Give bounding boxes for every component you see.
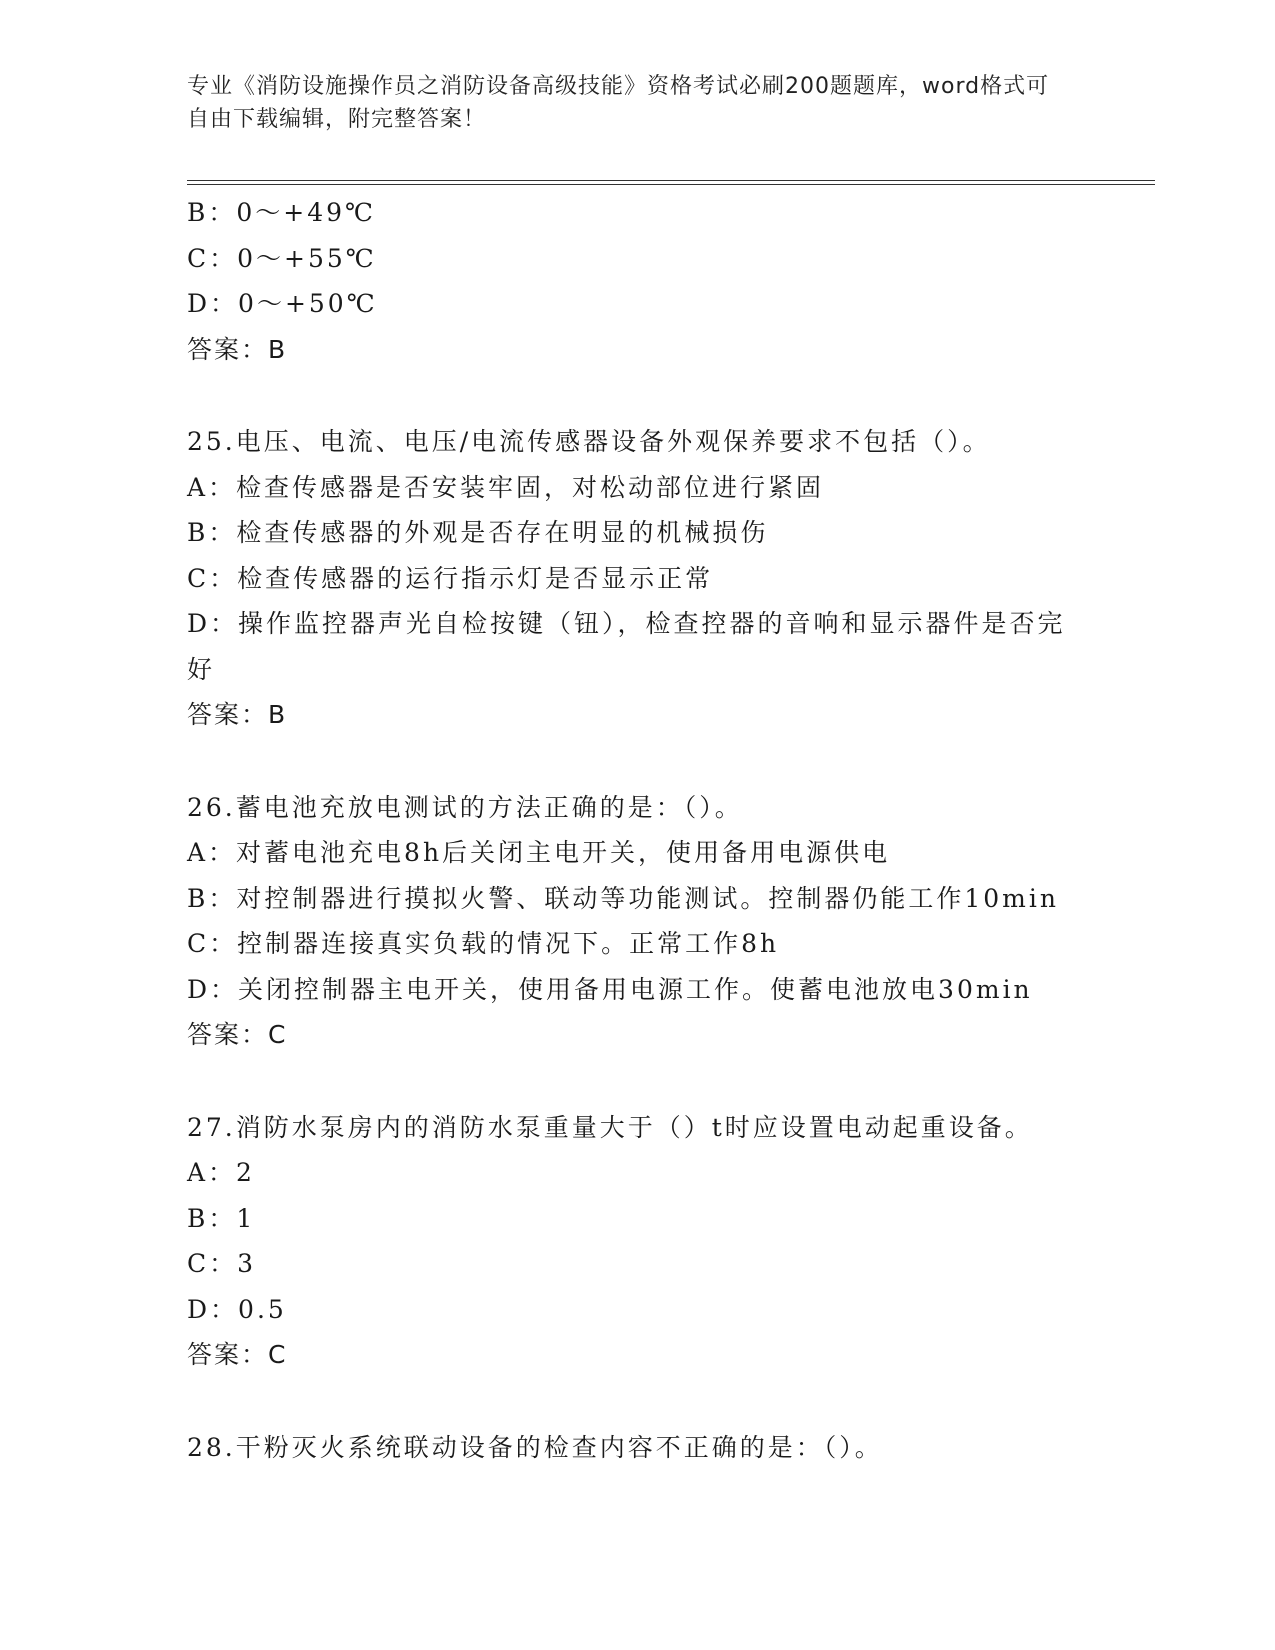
- option-d: D：关闭控制器主电开关，使用备用电源工作。使蓄电池放电30min: [187, 974, 1033, 1004]
- question-list: [187, 190, 1087, 1470]
- question-26: [187, 785, 1087, 1058]
- option-a: A：对蓄电池充电8h后关闭主电开关，使用备用电源供电: [187, 838, 891, 867]
- option-d: D：操作监控器声光自检按键（钮），检查控器的音响和显示器件是否完好: [187, 609, 1066, 684]
- question-25: [187, 419, 1087, 738]
- option-b: B：1: [187, 1203, 256, 1233]
- question-text: 26.蓄电池充放电测试的方法正确的是：（）。: [187, 792, 743, 822]
- question-text: 27.消防水泵房内的消防水泵重量大于（）t时应设置电动起重设备。: [187, 1112, 1033, 1142]
- answer: 答案：C: [187, 1020, 288, 1049]
- answer: 答案：B: [187, 700, 288, 729]
- option-c: C：3: [187, 1249, 257, 1278]
- question-24: [187, 190, 1087, 372]
- document-header: 专业《消防设施操作员之消防设备高级技能》资格考试必刷200题题库，word格式可自由下载编辑，附完整答案！: [187, 74, 1050, 132]
- option-d: D：0.5: [187, 1294, 287, 1324]
- question-text: 25.电压、电流、电压/电流传感器设备外观保养要求不包括（）。: [187, 427, 991, 456]
- header-divider-top: [187, 180, 1155, 181]
- option-d: D：0～+50℃: [187, 289, 378, 318]
- option-a: A：2: [187, 1158, 255, 1187]
- option-b: B：对控制器进行摸拟火警、联动等功能测试。控制器仍能工作10min: [187, 883, 1059, 913]
- option-c: C：0～+55℃: [187, 243, 377, 273]
- option-b: B：检查传感器的外观是否存在明显的机械损伤: [187, 518, 769, 547]
- answer: 答案：C: [187, 1340, 288, 1369]
- header-divider-bottom: [187, 184, 1155, 185]
- option-c: C：控制器连接真实负载的情况下。正常工作8h: [187, 929, 780, 958]
- option-c: C：检查传感器的运行指示灯是否显示正常: [187, 563, 714, 593]
- question-28: [187, 1425, 1087, 1471]
- question-text: 28.干粉灭火系统联动设备的检查内容不正确的是：（）。: [187, 1432, 883, 1462]
- question-27: [187, 1105, 1087, 1378]
- option-a: A：检查传感器是否安装牢固，对松动部位进行紧固: [187, 472, 825, 502]
- option-b: B：0～+49℃: [187, 198, 377, 227]
- answer: 答案：B: [187, 334, 288, 364]
